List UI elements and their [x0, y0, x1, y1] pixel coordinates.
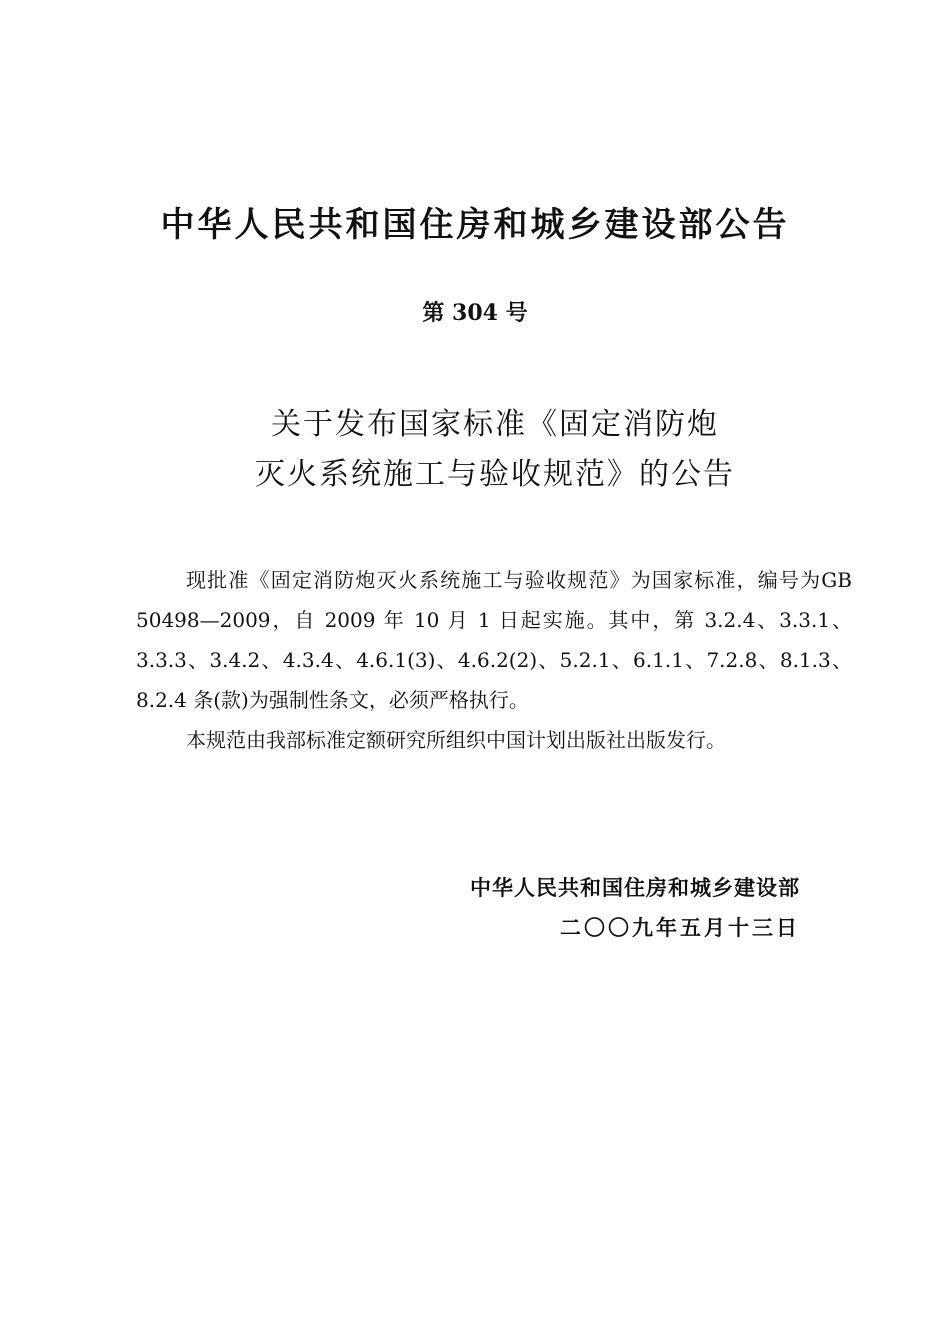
- subject-line-2: 灭火系统施工与验收规范》的公告: [255, 457, 735, 492]
- body-paragraph-2: 本规范由我部标准定额研究所组织中国计划出版社出版发行。: [186, 728, 726, 752]
- signature-date: 二〇〇九年五月十三日: [560, 916, 800, 940]
- announcement-subject: [0, 400, 950, 500]
- subject-line-1: 关于发布国家标准《固定消防炮: [271, 407, 719, 442]
- signature-organization: 中华人民共和国住房和城乡建设部: [470, 876, 800, 900]
- announcement-header: 中华人民共和国住房和城乡建设部公告: [160, 205, 790, 245]
- announcement-body: [136, 560, 852, 760]
- body-paragraph-1: 现批准《固定消防炮灭火系统施工与验收规范》为国家标准，编号为GB 50498—2009，自 2009 年 10 月 1 日起实施。其中，第 3.2.4、3.3.1、3.3.3、3.4.2、4.3.4、4.6.1(3)、4.6.2(2)、5.2.1、6.1.1、7.2.8、8.1.3、8.2.4 条(款)为强制性条文，必须严格执行。: [136, 568, 852, 712]
- announcement-number: 第 304 号: [422, 300, 528, 326]
